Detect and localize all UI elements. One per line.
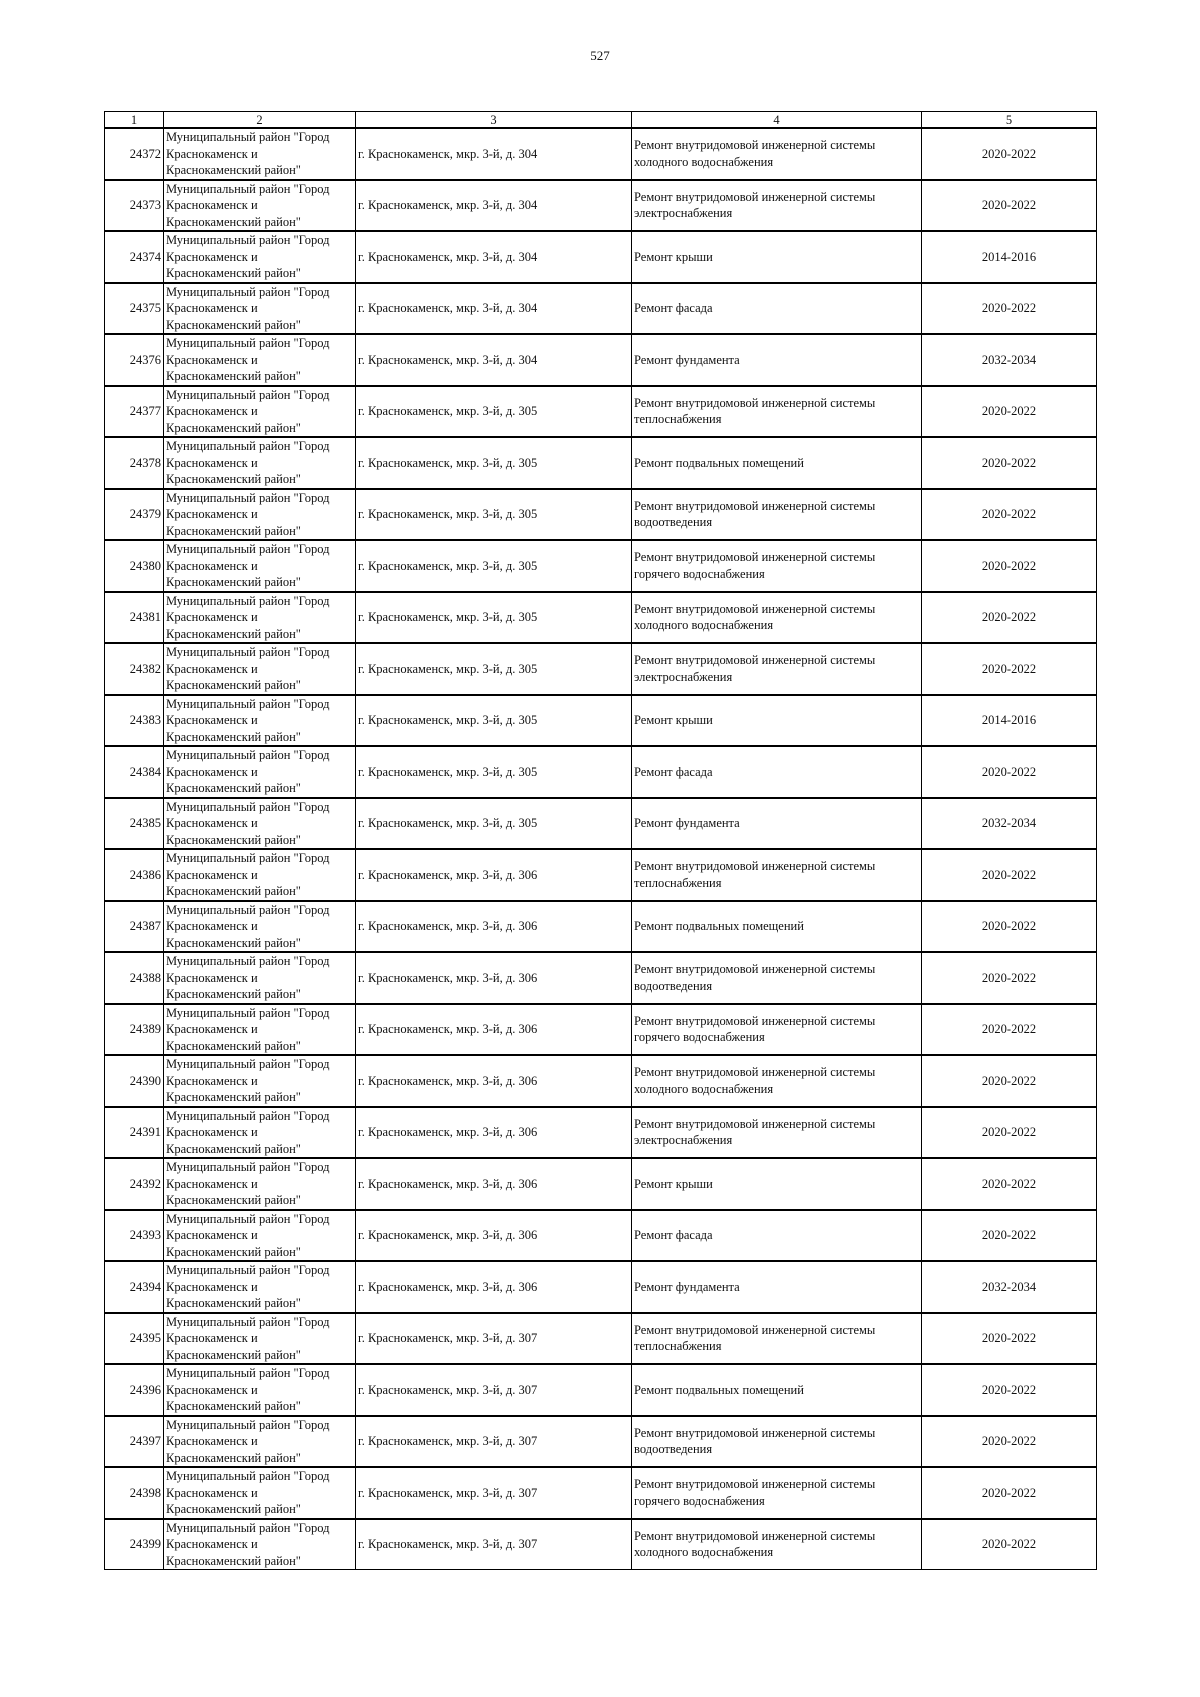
table-row	[105, 334, 1097, 386]
municipality-cell: Муниципальный район "Город Краснокаменск и Краснокаменский район"	[164, 1055, 356, 1107]
row-number: 24389	[105, 1004, 164, 1056]
work-type-cell: Ремонт внутридомовой инженерной системы водоотведения	[632, 1416, 922, 1468]
row-number: 24373	[105, 180, 164, 232]
municipality-cell: Муниципальный район "Город Краснокаменск и Краснокаменский район"	[164, 386, 356, 438]
column-header-4: 4	[632, 112, 922, 129]
municipality-cell: Муниципальный район "Город Краснокаменск и Краснокаменский район"	[164, 1210, 356, 1262]
row-number: 24399	[105, 1519, 164, 1570]
period-cell: 2020-2022	[922, 1416, 1097, 1468]
address-cell: г. Краснокаменск, мкр. 3-й, д. 307	[356, 1364, 632, 1416]
work-type-cell: Ремонт внутридомовой инженерной системы теплоснабжения	[632, 1313, 922, 1365]
address-cell: г. Краснокаменск, мкр. 3-й, д. 306	[356, 1004, 632, 1056]
row-number: 24392	[105, 1158, 164, 1210]
work-type-cell: Ремонт внутридомовой инженерной системы теплоснабжения	[632, 849, 922, 901]
table-row	[105, 386, 1097, 438]
municipality-cell: Муниципальный район "Город Краснокаменск и Краснокаменский район"	[164, 540, 356, 592]
period-cell: 2032-2034	[922, 334, 1097, 386]
municipality-cell: Муниципальный район "Город Краснокаменск и Краснокаменский район"	[164, 901, 356, 953]
period-cell: 2020-2022	[922, 180, 1097, 232]
row-number: 24393	[105, 1210, 164, 1262]
table-row	[105, 437, 1097, 489]
period-cell: 2020-2022	[922, 746, 1097, 798]
period-cell: 2020-2022	[922, 1004, 1097, 1056]
table-row	[105, 1313, 1097, 1365]
row-number: 24396	[105, 1364, 164, 1416]
row-number: 24380	[105, 540, 164, 592]
address-cell: г. Краснокаменск, мкр. 3-й, д. 307	[356, 1416, 632, 1468]
address-cell: г. Краснокаменск, мкр. 3-й, д. 306	[356, 1261, 632, 1313]
municipality-cell: Муниципальный район "Город Краснокаменск и Краснокаменский район"	[164, 1261, 356, 1313]
table-row	[105, 283, 1097, 335]
table-row	[105, 592, 1097, 644]
column-header-3: 3	[356, 112, 632, 129]
address-cell: г. Краснокаменск, мкр. 3-й, д. 306	[356, 952, 632, 1004]
work-type-cell: Ремонт внутридомовой инженерной системы водоотведения	[632, 952, 922, 1004]
municipality-cell: Муниципальный район "Город Краснокаменск и Краснокаменский район"	[164, 1004, 356, 1056]
row-number: 24372	[105, 128, 164, 180]
address-cell: г. Краснокаменск, мкр. 3-й, д. 304	[356, 180, 632, 232]
work-type-cell: Ремонт фасада	[632, 1210, 922, 1262]
municipality-cell: Муниципальный район "Город Краснокаменск и Краснокаменский район"	[164, 334, 356, 386]
municipality-cell: Муниципальный район "Город Краснокаменск и Краснокаменский район"	[164, 952, 356, 1004]
table-body	[105, 128, 1097, 1570]
work-type-cell: Ремонт внутридомовой инженерной системы водоотведения	[632, 489, 922, 541]
table-row	[105, 1107, 1097, 1159]
municipality-cell: Муниципальный район "Город Краснокаменск и Краснокаменский район"	[164, 849, 356, 901]
municipality-cell: Муниципальный район "Город Краснокаменск и Краснокаменский район"	[164, 1519, 356, 1570]
column-header-5: 5	[922, 112, 1097, 129]
municipality-cell: Муниципальный район "Город Краснокаменск и Краснокаменский район"	[164, 1364, 356, 1416]
address-cell: г. Краснокаменск, мкр. 3-й, д. 304	[356, 128, 632, 180]
work-type-cell: Ремонт подвальных помещений	[632, 437, 922, 489]
municipality-cell: Муниципальный район "Город Краснокаменск и Краснокаменский район"	[164, 1416, 356, 1468]
municipality-cell: Муниципальный район "Город Краснокаменск и Краснокаменский район"	[164, 437, 356, 489]
work-type-cell: Ремонт фасада	[632, 283, 922, 335]
period-cell: 2020-2022	[922, 1313, 1097, 1365]
work-type-cell: Ремонт внутридомовой инженерной системы теплоснабжения	[632, 386, 922, 438]
row-number: 24391	[105, 1107, 164, 1159]
municipality-cell: Муниципальный район "Город Краснокаменск и Краснокаменский район"	[164, 489, 356, 541]
work-type-cell: Ремонт внутридомовой инженерной системы холодного водоснабжения	[632, 1055, 922, 1107]
period-cell: 2032-2034	[922, 1261, 1097, 1313]
address-cell: г. Краснокаменск, мкр. 3-й, д. 305	[356, 695, 632, 747]
municipality-cell: Муниципальный район "Город Краснокаменск и Краснокаменский район"	[164, 128, 356, 180]
address-cell: г. Краснокаменск, мкр. 3-й, д. 307	[356, 1519, 632, 1570]
row-number: 24378	[105, 437, 164, 489]
table-row	[105, 1261, 1097, 1313]
work-type-cell: Ремонт подвальных помещений	[632, 1364, 922, 1416]
period-cell: 2020-2022	[922, 540, 1097, 592]
work-type-cell: Ремонт внутридомовой инженерной системы электроснабжения	[632, 180, 922, 232]
work-type-cell: Ремонт фундамента	[632, 334, 922, 386]
municipality-cell: Муниципальный район "Город Краснокаменск и Краснокаменский район"	[164, 283, 356, 335]
page-number: 527	[590, 48, 610, 63]
address-cell: г. Краснокаменск, мкр. 3-й, д. 306	[356, 1107, 632, 1159]
table-row	[105, 540, 1097, 592]
address-cell: г. Краснокаменск, мкр. 3-й, д. 307	[356, 1313, 632, 1365]
work-type-cell: Ремонт подвальных помещений	[632, 901, 922, 953]
table-row	[105, 1467, 1097, 1519]
row-number: 24386	[105, 849, 164, 901]
address-cell: г. Краснокаменск, мкр. 3-й, д. 306	[356, 849, 632, 901]
row-number: 24387	[105, 901, 164, 953]
address-cell: г. Краснокаменск, мкр. 3-й, д. 305	[356, 489, 632, 541]
work-type-cell: Ремонт фундамента	[632, 798, 922, 850]
column-number-row	[105, 112, 1097, 129]
period-cell: 2020-2022	[922, 1467, 1097, 1519]
work-type-cell: Ремонт внутридомовой инженерной системы горячего водоснабжения	[632, 1467, 922, 1519]
period-cell: 2020-2022	[922, 1107, 1097, 1159]
period-cell: 2020-2022	[922, 592, 1097, 644]
period-cell: 2020-2022	[922, 1055, 1097, 1107]
row-number: 24388	[105, 952, 164, 1004]
period-cell: 2020-2022	[922, 386, 1097, 438]
period-cell: 2020-2022	[922, 437, 1097, 489]
address-cell: г. Краснокаменск, мкр. 3-й, д. 305	[356, 437, 632, 489]
table-row	[105, 180, 1097, 232]
table-row	[105, 695, 1097, 747]
period-cell: 2020-2022	[922, 849, 1097, 901]
row-number: 24395	[105, 1313, 164, 1365]
row-number: 24381	[105, 592, 164, 644]
table-row	[105, 901, 1097, 953]
address-cell: г. Краснокаменск, мкр. 3-й, д. 304	[356, 231, 632, 283]
address-cell: г. Краснокаменск, мкр. 3-й, д. 306	[356, 1055, 632, 1107]
row-number: 24379	[105, 489, 164, 541]
address-cell: г. Краснокаменск, мкр. 3-й, д. 307	[356, 1467, 632, 1519]
row-number: 24397	[105, 1416, 164, 1468]
work-type-cell: Ремонт внутридомовой инженерной системы электроснабжения	[632, 1107, 922, 1159]
table-row	[105, 849, 1097, 901]
row-number: 24382	[105, 643, 164, 695]
municipality-cell: Муниципальный район "Город Краснокаменск и Краснокаменский район"	[164, 1467, 356, 1519]
row-number: 24377	[105, 386, 164, 438]
address-cell: г. Краснокаменск, мкр. 3-й, д. 306	[356, 1158, 632, 1210]
table-row	[105, 1364, 1097, 1416]
work-type-cell: Ремонт фасада	[632, 746, 922, 798]
municipality-cell: Муниципальный район "Город Краснокаменск и Краснокаменский район"	[164, 592, 356, 644]
work-type-cell: Ремонт внутридомовой инженерной системы электроснабжения	[632, 643, 922, 695]
municipality-cell: Муниципальный район "Город Краснокаменск и Краснокаменский район"	[164, 695, 356, 747]
address-cell: г. Краснокаменск, мкр. 3-й, д. 305	[356, 643, 632, 695]
address-cell: г. Краснокаменск, мкр. 3-й, д. 304	[356, 283, 632, 335]
column-header-2: 2	[164, 112, 356, 129]
address-cell: г. Краснокаменск, мкр. 3-й, д. 306	[356, 901, 632, 953]
work-type-cell: Ремонт внутридомовой инженерной системы горячего водоснабжения	[632, 540, 922, 592]
period-cell: 2020-2022	[922, 952, 1097, 1004]
work-type-cell: Ремонт фундамента	[632, 1261, 922, 1313]
table-row	[105, 1210, 1097, 1262]
table-row	[105, 798, 1097, 850]
address-cell: г. Краснокаменск, мкр. 3-й, д. 305	[356, 798, 632, 850]
address-cell: г. Краснокаменск, мкр. 3-й, д. 305	[356, 386, 632, 438]
table-row	[105, 746, 1097, 798]
row-number: 24385	[105, 798, 164, 850]
period-cell: 2014-2016	[922, 695, 1097, 747]
municipality-cell: Муниципальный район "Город Краснокаменск и Краснокаменский район"	[164, 231, 356, 283]
period-cell: 2020-2022	[922, 643, 1097, 695]
table-row	[105, 489, 1097, 541]
municipality-cell: Муниципальный район "Город Краснокаменск и Краснокаменский район"	[164, 798, 356, 850]
work-type-cell: Ремонт внутридомовой инженерной системы холодного водоснабжения	[632, 128, 922, 180]
period-cell: 2020-2022	[922, 901, 1097, 953]
period-cell: 2032-2034	[922, 798, 1097, 850]
municipality-cell: Муниципальный район "Город Краснокаменск и Краснокаменский район"	[164, 180, 356, 232]
address-cell: г. Краснокаменск, мкр. 3-й, д. 306	[356, 1210, 632, 1262]
row-number: 24383	[105, 695, 164, 747]
municipality-cell: Муниципальный район "Город Краснокаменск и Краснокаменский район"	[164, 746, 356, 798]
municipality-cell: Муниципальный район "Город Краснокаменск и Краснокаменский район"	[164, 643, 356, 695]
period-cell: 2020-2022	[922, 1519, 1097, 1570]
table-row	[105, 231, 1097, 283]
work-type-cell: Ремонт внутридомовой инженерной системы холодного водоснабжения	[632, 592, 922, 644]
period-cell: 2020-2022	[922, 489, 1097, 541]
period-cell: 2014-2016	[922, 231, 1097, 283]
municipality-cell: Муниципальный район "Город Краснокаменск и Краснокаменский район"	[164, 1313, 356, 1365]
row-number: 24376	[105, 334, 164, 386]
municipality-cell: Муниципальный район "Город Краснокаменск и Краснокаменский район"	[164, 1158, 356, 1210]
table-row	[105, 1416, 1097, 1468]
table-row	[105, 1519, 1097, 1570]
period-cell: 2020-2022	[922, 128, 1097, 180]
address-cell: г. Краснокаменск, мкр. 3-й, д. 305	[356, 540, 632, 592]
row-number: 24374	[105, 231, 164, 283]
row-number: 24375	[105, 283, 164, 335]
repair-schedule-table	[104, 111, 1097, 1570]
work-type-cell: Ремонт крыши	[632, 695, 922, 747]
period-cell: 2020-2022	[922, 1210, 1097, 1262]
table-row	[105, 128, 1097, 180]
work-type-cell: Ремонт внутридомовой инженерной системы холодного водоснабжения	[632, 1519, 922, 1570]
address-cell: г. Краснокаменск, мкр. 3-й, д. 305	[356, 746, 632, 798]
address-cell: г. Краснокаменск, мкр. 3-й, д. 304	[356, 334, 632, 386]
work-type-cell: Ремонт внутридомовой инженерной системы горячего водоснабжения	[632, 1004, 922, 1056]
row-number: 24398	[105, 1467, 164, 1519]
municipality-cell: Муниципальный район "Город Краснокаменск и Краснокаменский район"	[164, 1107, 356, 1159]
table-row	[105, 952, 1097, 1004]
column-header-1: 1	[105, 112, 164, 129]
row-number: 24394	[105, 1261, 164, 1313]
table-row	[105, 1158, 1097, 1210]
table-row	[105, 1055, 1097, 1107]
period-cell: 2020-2022	[922, 1158, 1097, 1210]
period-cell: 2020-2022	[922, 283, 1097, 335]
row-number: 24390	[105, 1055, 164, 1107]
table-header	[105, 112, 1097, 129]
row-number: 24384	[105, 746, 164, 798]
table-row	[105, 643, 1097, 695]
period-cell: 2020-2022	[922, 1364, 1097, 1416]
address-cell: г. Краснокаменск, мкр. 3-й, д. 305	[356, 592, 632, 644]
work-type-cell: Ремонт крыши	[632, 1158, 922, 1210]
work-type-cell: Ремонт крыши	[632, 231, 922, 283]
table-row	[105, 1004, 1097, 1056]
